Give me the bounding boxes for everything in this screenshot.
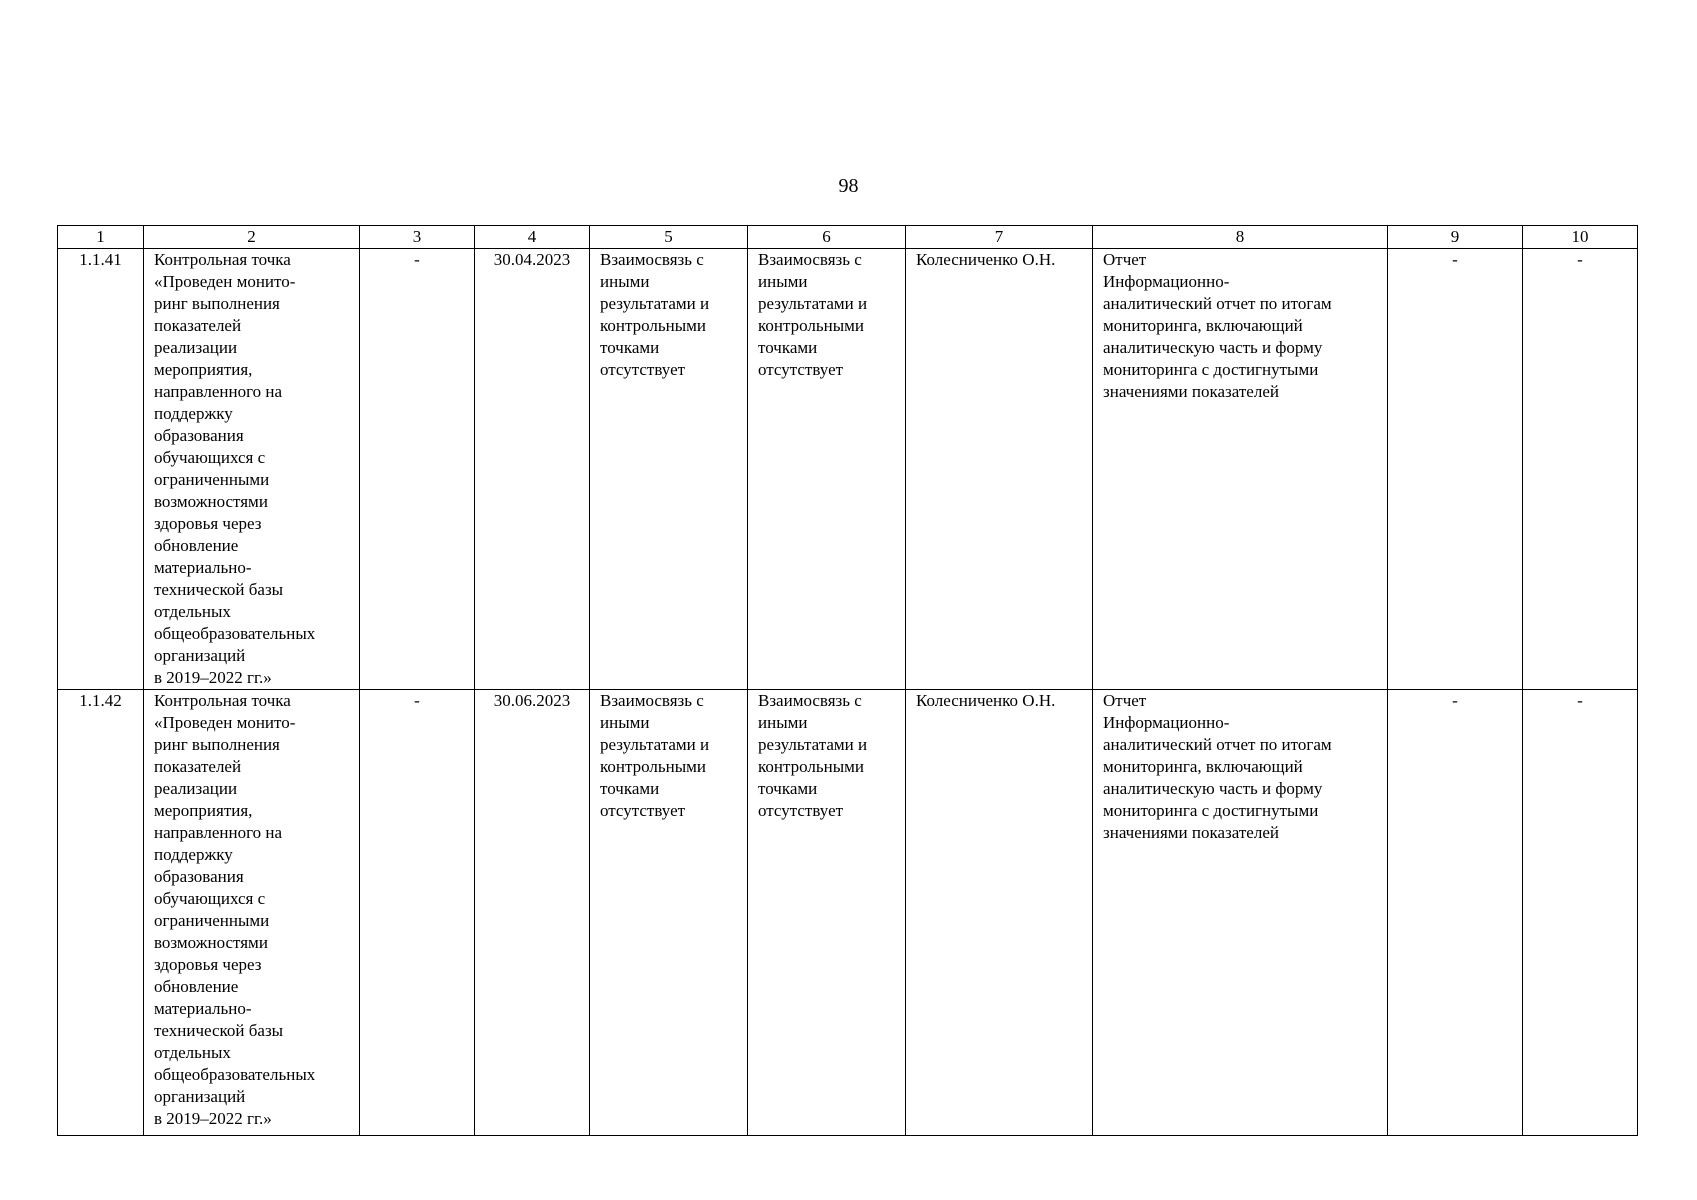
column-number: 1 — [58, 226, 144, 249]
column-number: 10 — [1523, 226, 1638, 249]
column-number: 7 — [906, 226, 1093, 249]
column-9-cell: - — [1388, 690, 1523, 1136]
column-number-row — [58, 226, 1638, 249]
column-number: 4 — [475, 226, 590, 249]
column-10-cell: - — [1523, 249, 1638, 690]
control-points-table — [57, 225, 1638, 1136]
row-number-cell: 1.1.42 — [58, 690, 144, 1136]
column-number: 8 — [1093, 226, 1388, 249]
date-cell: 30.06.2023 — [475, 690, 590, 1136]
column-number: 5 — [590, 226, 748, 249]
column-number: 3 — [360, 226, 475, 249]
column-6-cell: Взаимосвязь с иными результатами и контрольными точками отсутствует — [748, 690, 906, 1136]
row-number-cell: 1.1.41 — [58, 249, 144, 690]
date-cell: 30.04.2023 — [475, 249, 590, 690]
column-5-cell: Взаимосвязь с иными результатами и контрольными точками отсутствует — [590, 249, 748, 690]
column-number: 2 — [144, 226, 360, 249]
column-9-cell: - — [1388, 249, 1523, 690]
column-10-cell: - — [1523, 690, 1638, 1136]
document-cell: Отчет Информационно- аналитический отчет по итогам мониторинга, включающий аналитическую часть и форму мониторинга с достигнутыми значениями показателей — [1093, 690, 1388, 1136]
control-point-name-cell: Контрольная точка «Проведен монито- ринг выполнения показателей реализации мероприятия, направленного на поддержку образования обучающихся с ограниченными возможностями здоровья через обновление материально- технической базы отдельных общеобразовательных организаций в 2019–2022 гг.» — [144, 249, 360, 690]
table-row — [58, 249, 1638, 690]
column-3-cell: - — [360, 690, 475, 1136]
column-3-cell: - — [360, 249, 475, 690]
responsible-cell: Колесниченко О.Н. — [906, 690, 1093, 1136]
document-cell: Отчет Информационно- аналитический отчет по итогам мониторинга, включающий аналитическую часть и форму мониторинга с достигнутыми значениями показателей — [1093, 249, 1388, 690]
responsible-cell: Колесниченко О.Н. — [906, 249, 1093, 690]
control-point-name-cell: Контрольная точка «Проведен монито- ринг выполнения показателей реализации мероприятия, направленного на поддержку образования обучающихся с ограниченными возможностями здоровья через обновление материально- технической базы отдельных общеобразовательных организаций в 2019–2022 гг.» — [144, 690, 360, 1136]
column-number: 9 — [1388, 226, 1523, 249]
table-row — [58, 690, 1638, 1136]
column-6-cell: Взаимосвязь с иными результатами и контрольными точками отсутствует — [748, 249, 906, 690]
page-number: 98 — [838, 175, 859, 197]
column-number: 6 — [748, 226, 906, 249]
column-5-cell: Взаимосвязь с иными результатами и контрольными точками отсутствует — [590, 690, 748, 1136]
